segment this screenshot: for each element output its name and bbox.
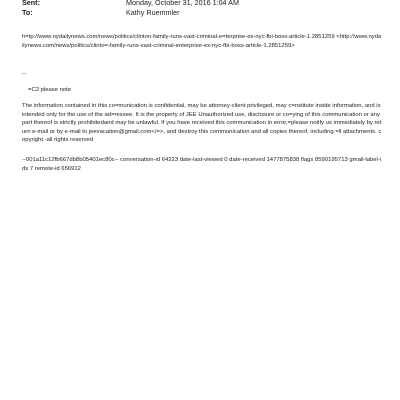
to-row [22,8,180,17]
sent-label: Sent: [22,0,40,7]
article-link[interactable]: h=tp://www.nydailynews.com/news/politics/clinton-family-runs-vast-criminal-e=terprise-ex-nyc-fbi-boss-article-1.2851259 <http://www.nydailynews.com/news/politics/clinto=-family-runs-vast-criminal-enterprise-ex-nyc-fbi-boss-article-1.2851259> [22,34,382,49]
separator-text: -- [22,71,26,77]
email-metadata: --001a11c12fb667db8b05401ec80c-- conversation-id 64223 date-last-viewed 0 date-received 1477875838 flags 8590195713 gmail-label-ids 7 remote-id 656912 [22,157,382,172]
note-text: =C2 please note [28,87,72,93]
recipient-name: Kathy Ruemmler [126,8,180,17]
sent-row [22,0,239,7]
confidentiality-disclaimer: The information contained in this co=munication is confidential, may be attorney-client privileged, may c=nstitute inside information, and is intended only for the use of the ad=ressee. It is the property of JEE Unauthorized use, disclosure or co=ying of this communication or any part thereof is strictly prohibitedand may be unlawful. If you have received this communication in error,=please notify us immediately by return e-mail or by e-mail to jeevacation@gmail.com</=>, and destroy this communication and all copies thereof, including =ll attachments. copyright -all rights reserved [22,103,382,144]
to-label: To: [22,8,33,17]
sent-date: Monday, October 31, 2016 1:04 AM [126,0,239,7]
